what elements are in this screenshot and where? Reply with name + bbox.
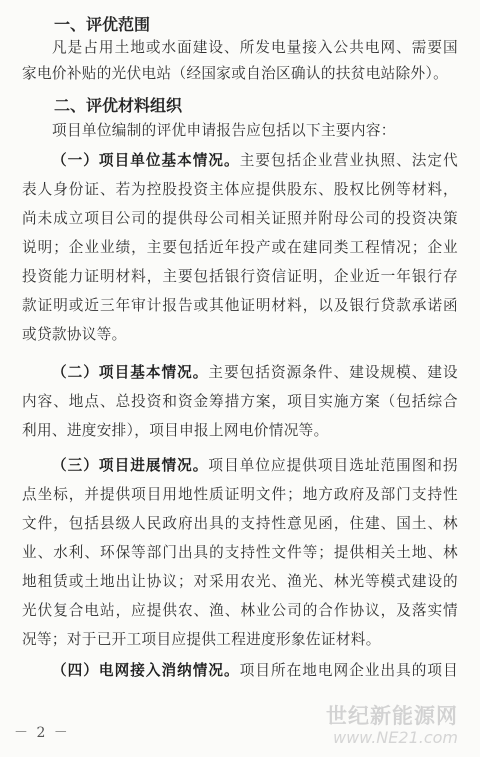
- item1-line: 尚未成立项目公司的提供母公司相关证照并附母公司的投资决策: [22, 210, 458, 227]
- item1-first-line: [52, 151, 458, 171]
- item1-first-rest: 主要包括企业营业执照、法定代: [239, 152, 459, 169]
- item3-lead: （三）项目进展情况。: [52, 457, 209, 474]
- item3-line: 业、水利、环保等部门出具的支持性文件等；提供相关土地、林: [22, 544, 458, 561]
- item1-line: 投资能力证明材料，主要包括银行资信证明，企业近一年银行存: [22, 268, 458, 285]
- watermark: [326, 700, 458, 747]
- item1-line: 说明；企业业绩，主要包括近年投产或在建同类工程情况；企业: [22, 239, 458, 256]
- item3-line: 点坐标，并提供项目用地性质证明文件；地方政府及部门支持性: [22, 486, 458, 503]
- item1-line: 或贷款协议等。: [22, 326, 127, 343]
- item2-first-line: [52, 363, 458, 383]
- item4-first-rest: 项目所在地电网企业出具的项目: [239, 662, 459, 679]
- item3-line: 文件，包括县级人民政府出具的支持性意见函，住建、国土、林: [22, 515, 458, 532]
- watermark-url: www.NE21.com: [332, 728, 458, 747]
- item3-line: 地租赁或土地出让协议；对采用农光、渔光、林光等模式建设的: [22, 573, 458, 590]
- item2-lead: （二）项目基本情况。: [52, 364, 209, 381]
- item1-line: 款证明或近三年审计报告或其他证明材料，以及银行贷款承诺函: [22, 297, 458, 314]
- item1-lead: （一）项目单位基本情况。: [52, 152, 240, 169]
- scope-line: 凡是占用土地或水面建设、所发电量接入公共电网、需要国: [52, 39, 458, 56]
- watermark-name: 世纪新能源网: [326, 704, 458, 728]
- section-heading-materials: 二、评优材料组织: [54, 96, 183, 115]
- item3-first-line: [52, 456, 458, 476]
- item2-first-rest: 主要包括资源条件、建设规模、建设: [208, 364, 458, 381]
- item3-line: 光伏复合电站，应提供农、渔、林业公司的合作协议，及落实情: [22, 602, 458, 619]
- section-heading-scope: 一、评优范围: [54, 15, 151, 34]
- item2-line: 内容、地点、总投资和资金筹措方案，项目实施方案（包括综合: [22, 393, 458, 410]
- item2-line: 利用、进度安排），项目申报上网电价情况等。: [22, 422, 329, 439]
- item3-line: 况等；对于已开工项目应提供工程进度形象佐证材料。: [22, 631, 381, 648]
- page-number: － 2 －: [14, 725, 70, 741]
- intro-paragraph: 项目单位编制的评优申请报告应包括以下主要内容：: [52, 122, 396, 139]
- item4-lead: （四）电网接入消纳情况。: [52, 662, 240, 679]
- scope-line: 家电价补贴的光伏电站（经国家或自治区确认的扶贫电站除外）。: [22, 65, 449, 82]
- item4-first-line: [52, 661, 458, 681]
- item3-first-rest: 项目单位应提供项目选址范围图和拐: [208, 457, 458, 474]
- item1-line: 表人身份证、若为控股投资主体应提供股东、股权比例等材料，: [22, 181, 458, 198]
